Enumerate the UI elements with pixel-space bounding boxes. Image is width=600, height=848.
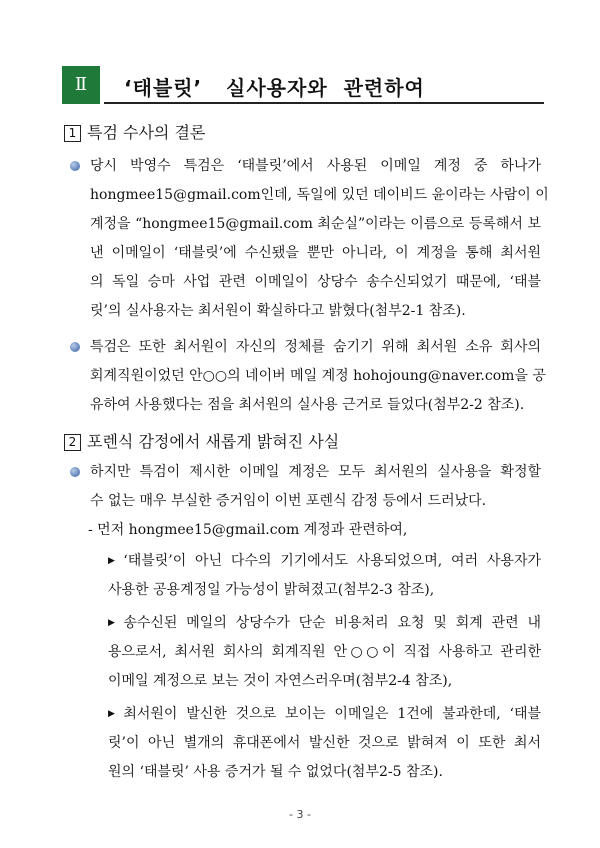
- section-title: 포렌식 감정에서 새롭게 밝혀진 사실: [87, 432, 340, 451]
- triangle-right-icon: ▶: [108, 618, 120, 628]
- sub-item-line: 사용한 공용계정일 가능성이 밝혀졌고(첨부2-3 참조),: [108, 582, 435, 598]
- sub-item-line: 릿’이 아닌 별개의 휴대폰에서 발신한 것으로 밝혀져 이 또한 최서: [108, 735, 541, 751]
- sub-item-line: ▶ ‘태블릿’이 아닌 다수의 기기에서도 사용되었으며, 여러 사용자가: [108, 553, 541, 569]
- sub-item-line: 용으로서, 최서원 회사의 회계직원 안○○이 직접 사용하고 관리한: [108, 644, 541, 660]
- chapter-underline: [104, 102, 544, 104]
- chapter-number-badge: Ⅱ: [62, 66, 100, 104]
- paragraph-line: 계정을 “hongmee15@gmail.com 최순실”이라는 이름으로 등록해서 보: [90, 216, 541, 232]
- sub-item-line: ▶ 최서원이 발신한 것으로 보이는 이메일은 1건에 불과한데, ‘태블: [108, 706, 542, 722]
- paragraph-line: 당시 박영수 특검은 ‘태블릿’에서 사용된 이메일 계정 중 하나가: [90, 158, 541, 174]
- paragraph-line: 유하여 사용했다는 점을 최서원의 실사용 근거로 들었다(첨부2-2 참조).: [90, 397, 525, 413]
- triangle-right-icon: ▶: [108, 556, 120, 566]
- section-1-heading: [64, 120, 205, 143]
- page-number: - 3 -: [289, 808, 311, 821]
- paragraph-line: 하지만 특검이 제시한 이메일 계정은 모두 최서원의 실사용을 확정할: [90, 464, 541, 480]
- paragraph-line: 회계직원이었던 안○○의 네이버 메일 계정 hohojoung@naver.com을 공: [90, 368, 546, 384]
- blue-sphere-bullet-icon: [70, 467, 80, 477]
- blue-sphere-bullet-icon: [70, 342, 80, 352]
- section-number-box: 1: [64, 125, 81, 142]
- paragraph-line: 낸 이메일이 ‘태블릿’에 수신됐을 뿐만 아니라, 이 계정을 통해 최서원: [90, 245, 541, 261]
- paragraph-line: 릿’의 실사용자는 최서원이 확실하다고 밝혔다(첨부2-1 참조).: [90, 303, 466, 319]
- triangle-right-icon: ▶: [108, 709, 120, 719]
- section-2-heading: [64, 429, 339, 452]
- paragraph-line: 특검은 또한 최서원이 자신의 정체를 숨기기 위해 최서원 소유 회사의: [90, 339, 541, 355]
- sub-item-line: ▶ 송수신된 메일의 상당수가 단순 비용처리 요청 및 회계 관련 내: [108, 615, 542, 631]
- dash-item: - 먼저 hongmee15@gmail.com 계정과 관련하여,: [88, 522, 408, 538]
- sub-item-line: 원의 ‘태블릿’ 사용 증거가 될 수 없었다(첨부2-5 참조).: [108, 764, 443, 780]
- chapter-header: [62, 66, 544, 104]
- chapter-title: ‘태블릿’ 실사용자와 관련하여: [124, 76, 425, 100]
- sub-item-line: 이메일 계정으로 보는 것이 자연스러우며(첨부2-4 참조),: [108, 673, 453, 689]
- paragraph-line: 의 독일 승마 사업 관련 이메일이 상당수 송수신되었기 때문에, ‘태블: [90, 274, 541, 290]
- section-number-box: 2: [64, 434, 81, 451]
- paragraph-line: hongmee15@gmail.com인데, 독일에 있던 데이비드 윤이라는 사람이 이: [90, 187, 549, 203]
- blue-sphere-bullet-icon: [70, 161, 80, 171]
- paragraph-line: 수 없는 매우 부실한 증거임이 이번 포렌식 감정 등에서 드러났다.: [90, 493, 487, 509]
- section-title: 특검 수사의 결론: [87, 123, 206, 142]
